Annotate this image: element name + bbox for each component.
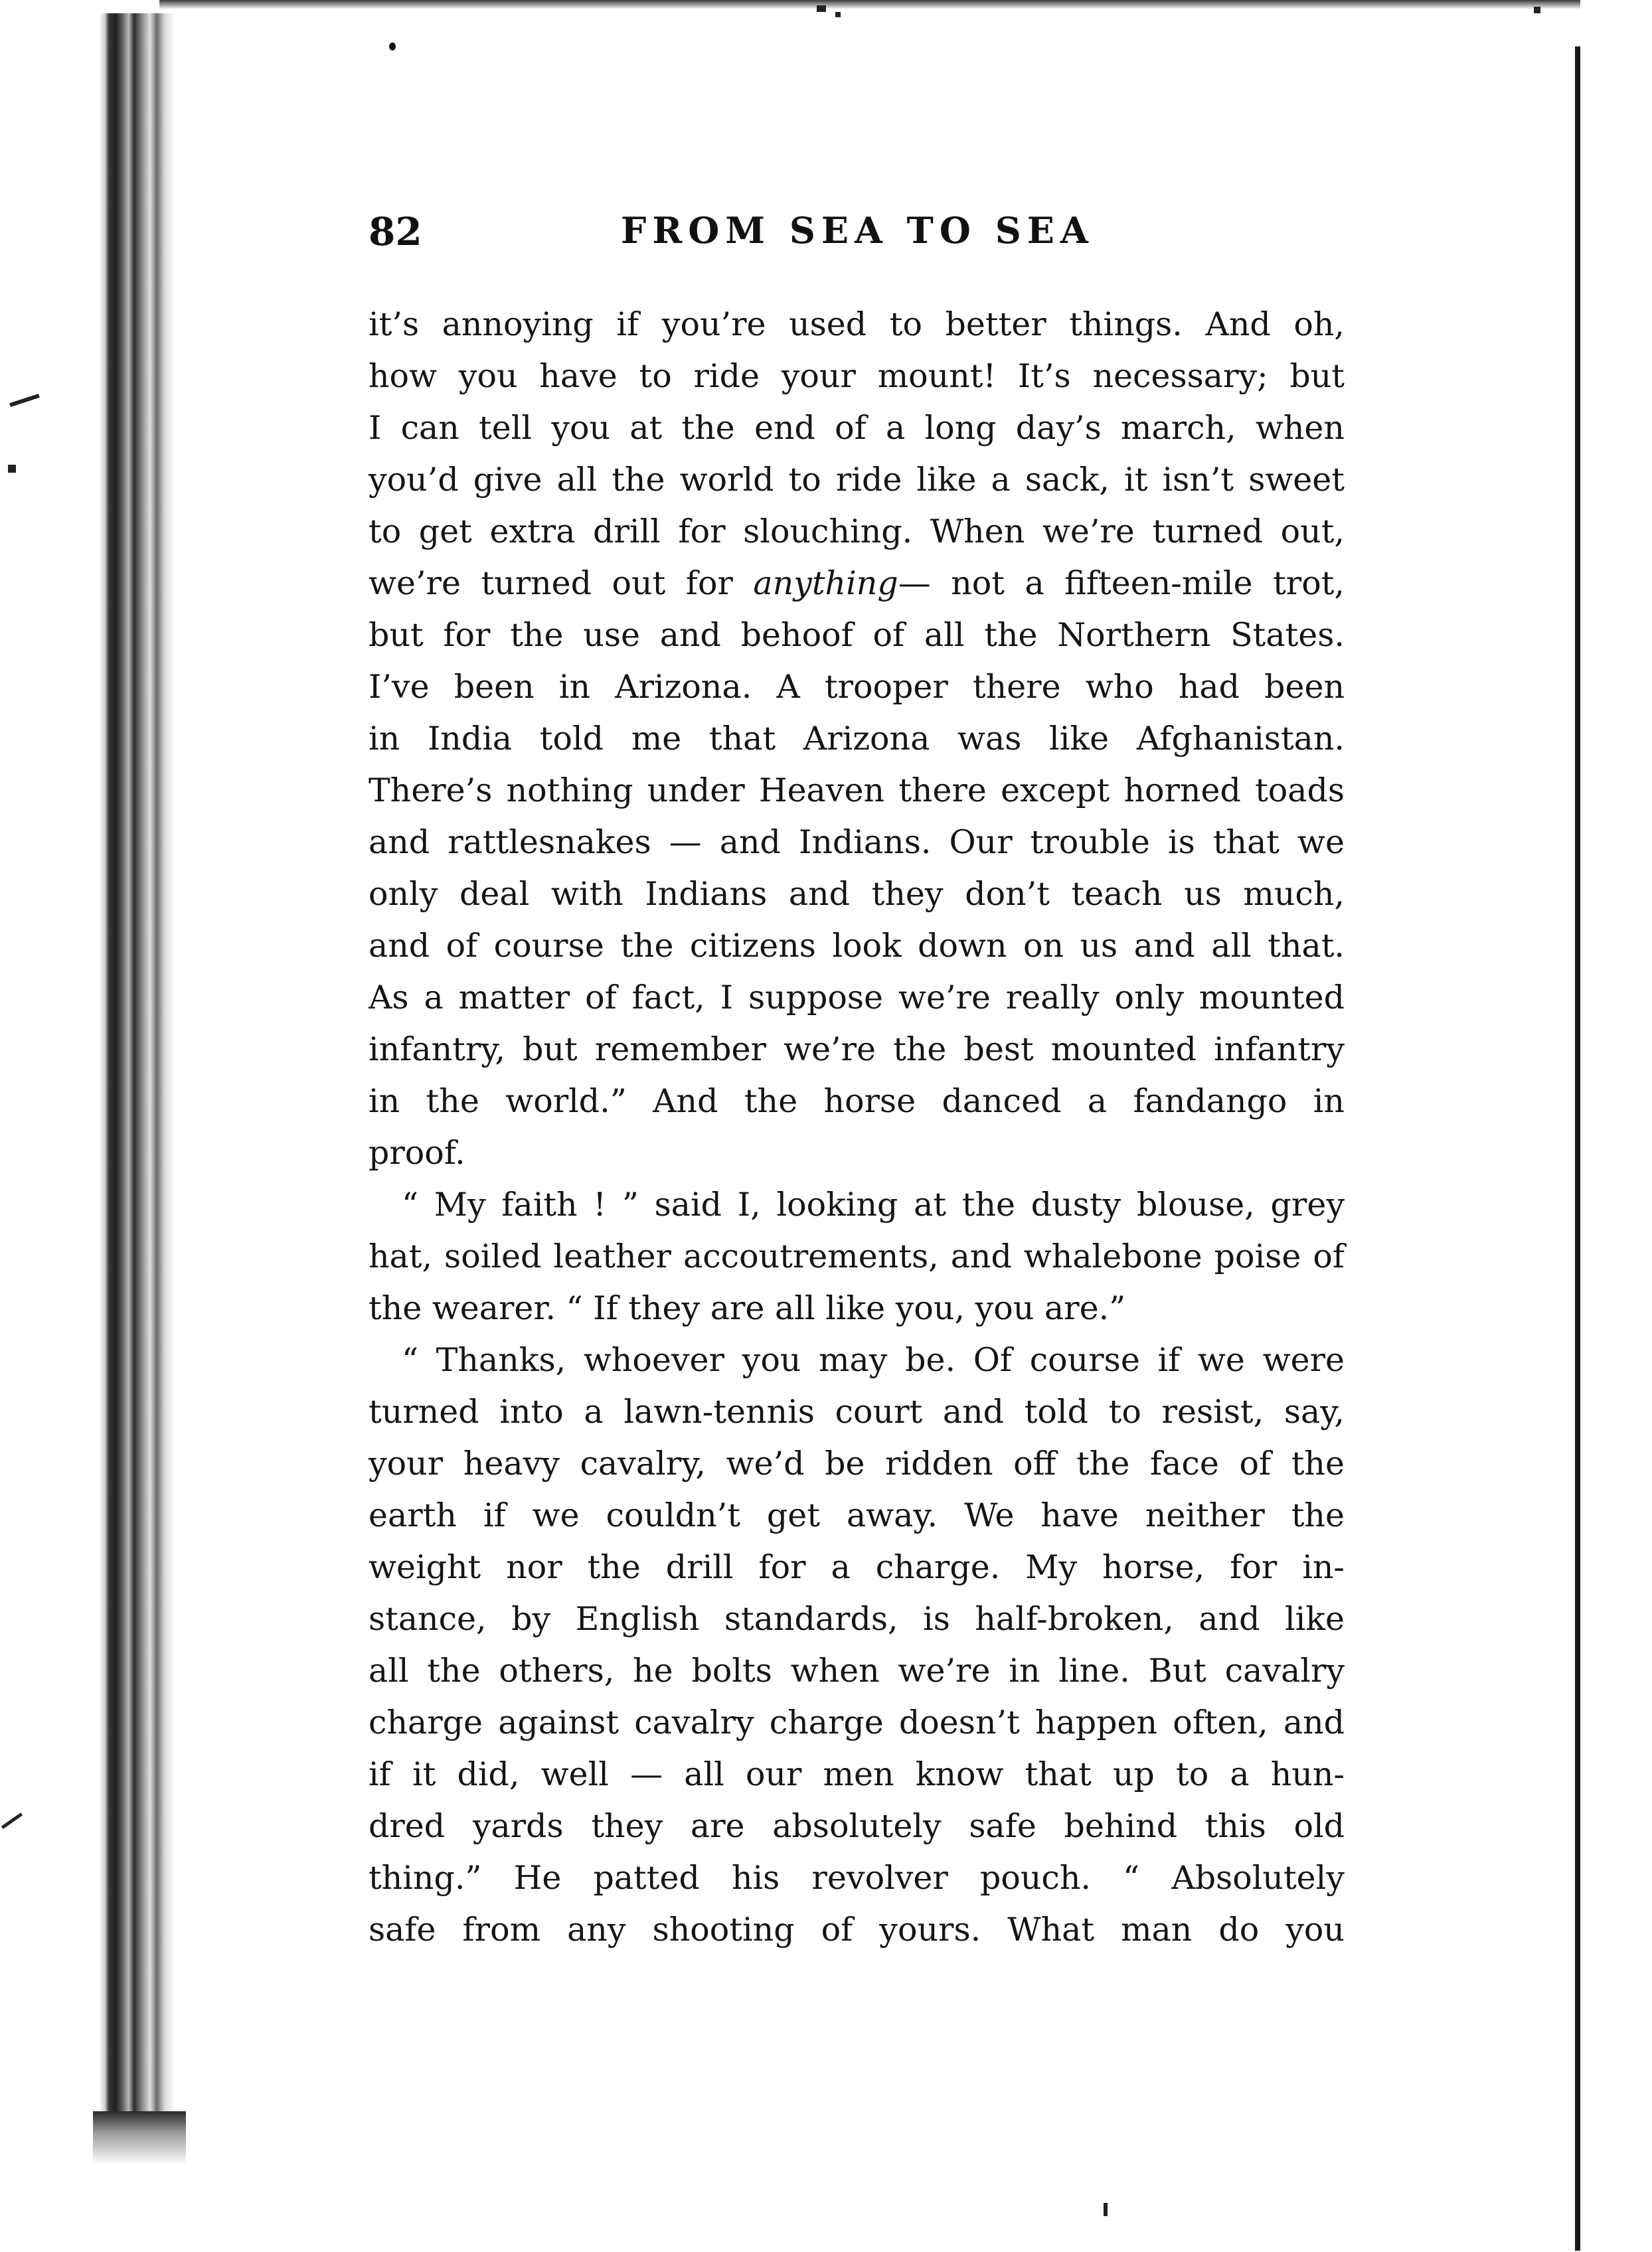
page-header <box>369 209 1345 262</box>
scan-speck <box>817 5 826 12</box>
text-line: the wearer. “ If they are all like you, you are.” <box>369 1289 1126 1327</box>
text-line: “ Thanks, whoever you may be. Of course if we were <box>402 1341 1345 1379</box>
italic-word: anything <box>753 564 898 602</box>
page-top-edge <box>159 0 1580 9</box>
text-line: There’s nothing under Heaven there except horned toads <box>369 771 1345 809</box>
text-line: charge against cavalry charge doesn’t happen often, and <box>369 1704 1345 1741</box>
text-line: I’ve been in Arizona. A trooper there who had been <box>369 668 1345 706</box>
running-title: FROM SEA TO SEA <box>621 209 1094 252</box>
text-line: but for the use and behoof of all the Northern States. <box>369 616 1345 654</box>
text-line: it’s annoying if you’re used to better things. And oh, <box>369 305 1345 343</box>
text-line: thing.” He patted his revolver pouch. “ Absolutely <box>369 1859 1345 1897</box>
book-binding-edge <box>100 13 173 2158</box>
scan-speck <box>1534 7 1540 13</box>
page-right-edge <box>1575 46 1580 2251</box>
text-line: weight nor the drill for a charge. My horse, for in- <box>369 1548 1345 1586</box>
text-segment: — not a fifteen-mile trot, <box>898 564 1345 602</box>
text-line: I can tell you at the end of a long day’s march, when <box>369 409 1345 447</box>
text-line: infantry, but remember we’re the best mounted infantry <box>369 1030 1345 1068</box>
text-line: hat, soiled leather accoutrements, and whalebone poise of <box>369 1238 1345 1275</box>
text-line: to get extra drill for slouching. When we’re turned out, <box>369 513 1345 550</box>
text-line: proof. <box>369 1134 465 1172</box>
text-line: how you have to ride your mount! It’s necessary; but <box>369 357 1345 395</box>
scan-speck <box>9 394 40 407</box>
text-line: “ My faith ! ” said I, looking at the dusty blouse, grey <box>402 1186 1345 1224</box>
text-line: earth if we couldn’t get away. We have neither the <box>369 1496 1345 1534</box>
scan-speck <box>8 465 16 473</box>
text-line: in the world.” And the horse danced a fandango in <box>369 1082 1345 1120</box>
scan-speck <box>835 12 841 17</box>
text-line: and rattlesnakes — and Indians. Our trouble is that we <box>369 823 1345 861</box>
text-line <box>369 558 1345 609</box>
scan-speck <box>1104 2203 1108 2216</box>
text-segment: we’re turned out for <box>369 564 733 602</box>
paragraph <box>369 1179 1345 1334</box>
text-line: in India told me that Arizona was like Afghanistan. <box>369 720 1345 758</box>
text-line: you’d give all the world to ride like a sack, it isn’t sweet <box>369 461 1345 499</box>
text-line: only deal with Indians and they don’t teach us much, <box>369 875 1345 913</box>
text-line: turned into a lawn-tennis court and told to resist, say, <box>369 1393 1345 1431</box>
text-line: safe from any shooting of yours. What man do you <box>369 1911 1345 1949</box>
text-line: and of course the citizens look down on us and all that. <box>369 927 1345 965</box>
text-line: if it did, well — all our men know that up to a hun- <box>369 1755 1345 1793</box>
paragraph <box>369 1334 1345 1956</box>
text-line: dred yards they are absolutely safe behind this old <box>369 1807 1345 1845</box>
paragraph <box>369 299 1345 1179</box>
text-line: As a matter of fact, I suppose we’re really only mounted <box>369 979 1345 1016</box>
book-binding-shadow <box>93 2111 186 2164</box>
text-line: stance, by English standards, is half-broken, and like <box>369 1600 1345 1638</box>
scan-speck <box>389 42 396 50</box>
text-line: all the others, he bolts when we’re in line. But cavalry <box>369 1652 1345 1690</box>
body-text <box>369 299 1345 1956</box>
page-number: 82 <box>369 209 422 254</box>
scan-speck <box>1 1812 23 1829</box>
text-line: your heavy cavalry, we’d be ridden off the face of the <box>369 1445 1345 1483</box>
